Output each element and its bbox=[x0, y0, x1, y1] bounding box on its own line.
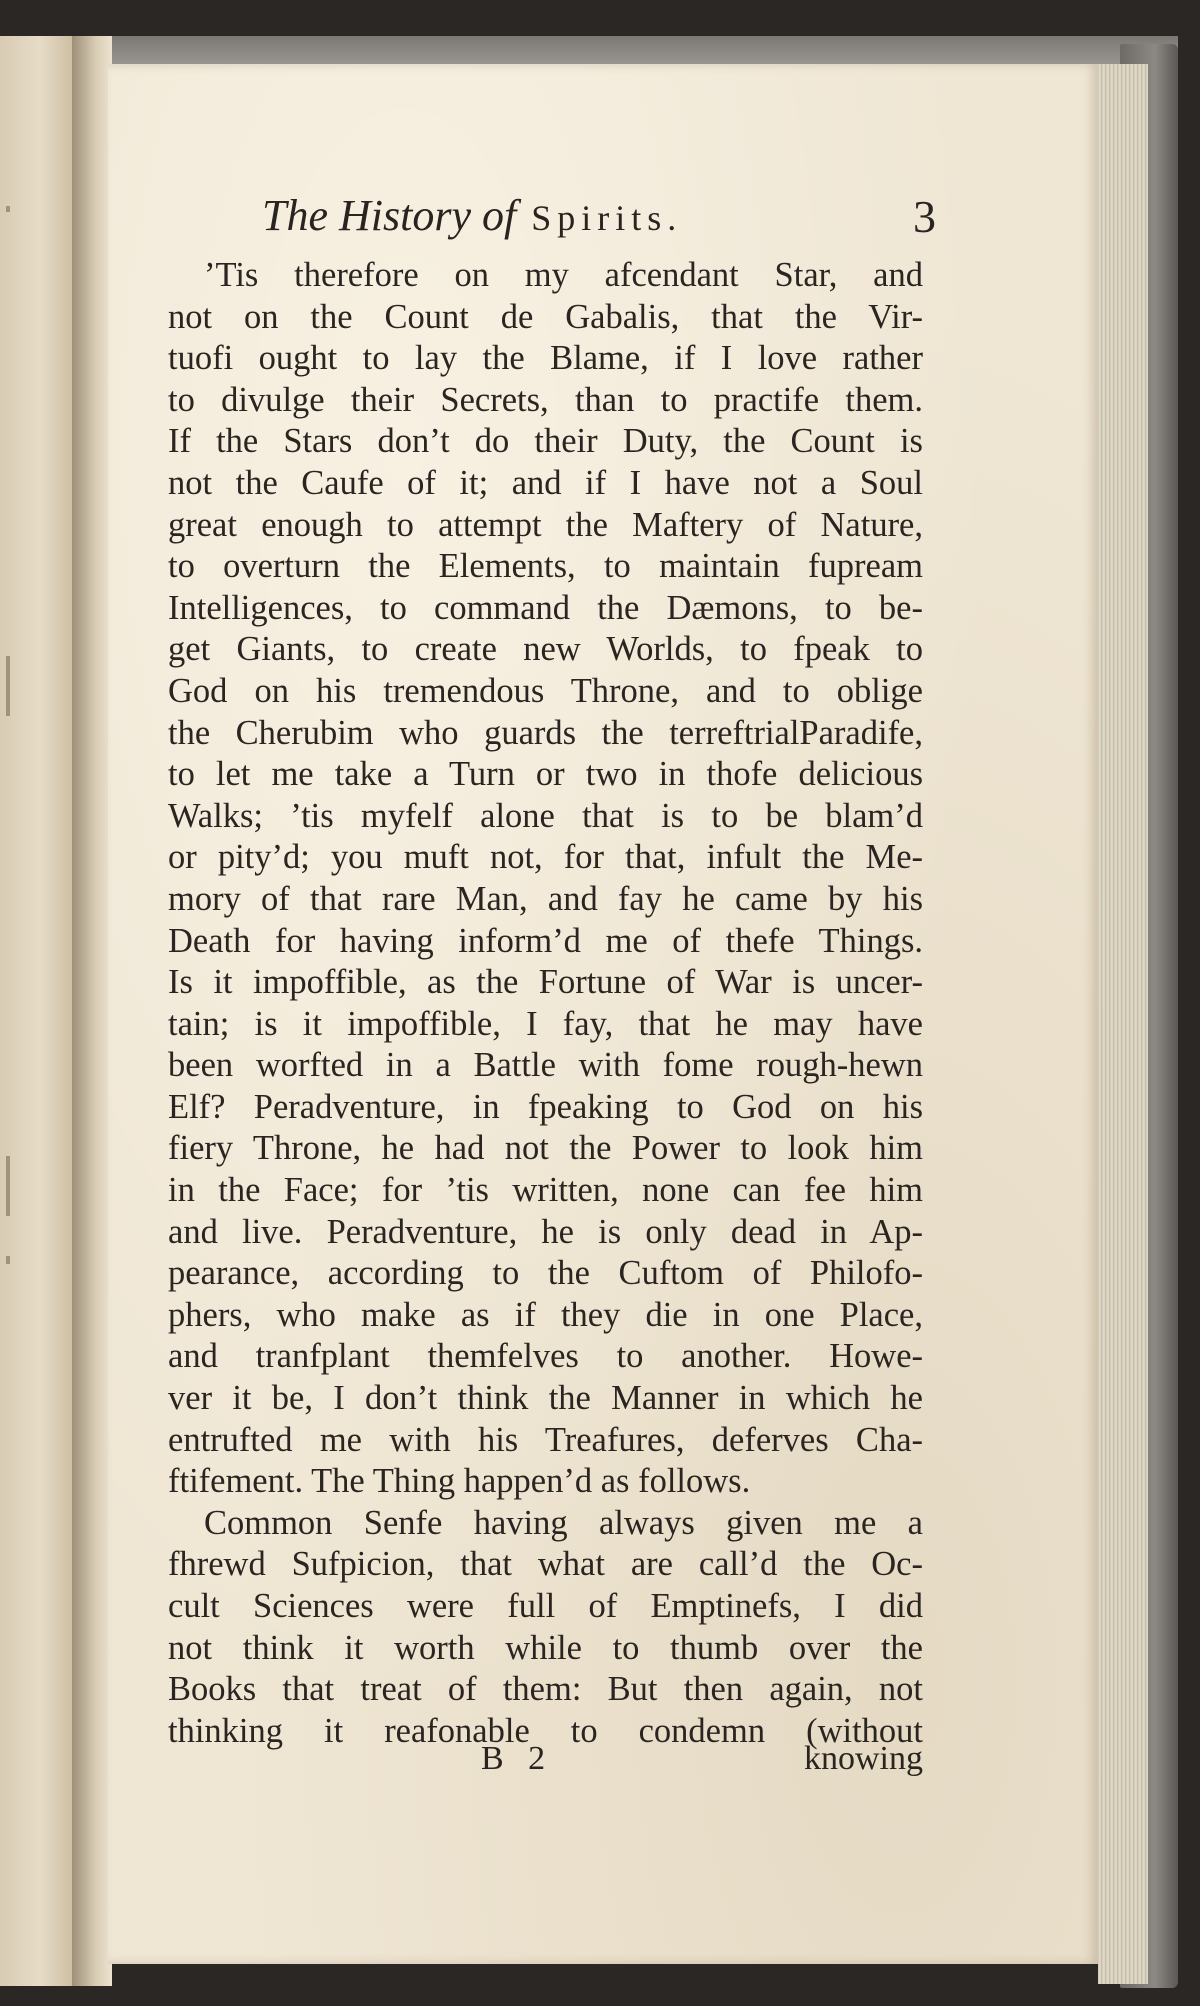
text-line: pearance, according to the Cuftom of Philofo- bbox=[168, 1254, 923, 1293]
running-title: The History of bbox=[262, 191, 517, 240]
text-line: in the Face; for ’tis written, none can fee him bbox=[168, 1171, 923, 1210]
text-line: to overturn the Elements, to maintain fupream bbox=[168, 547, 923, 586]
text-line: ver it be, I don’t think the Manner in which he bbox=[168, 1379, 923, 1418]
text-line: tuofi ought to lay the Blame, if I love rather bbox=[168, 339, 923, 378]
text-line: ’Tis therefore on my afcendant Star, and bbox=[204, 256, 923, 294]
text-line: and live. Peradventure, he is only dead in Ap- bbox=[168, 1212, 923, 1251]
text-line: get Giants, to create new Worlds, to fpeak to bbox=[168, 630, 923, 669]
text-line: Common Senfe having always given me a bbox=[204, 1503, 923, 1542]
text-line: to divulge their Secrets, than to practife them. bbox=[168, 380, 923, 419]
text-line: God on his tremendous Throne, and to oblige bbox=[168, 671, 923, 710]
text-line: and tranfplant themfelves to another. Howe- bbox=[168, 1337, 923, 1376]
text-line: cult Sciences were full of Emptinefs, I did bbox=[168, 1587, 923, 1625]
page-number: 3 bbox=[913, 191, 936, 242]
text-line: the Cherubim who guards the terreftrialParadife, bbox=[168, 713, 923, 752]
facing-page-mark bbox=[6, 206, 10, 212]
text-line: Elf? Peradventure, in fpeaking to God on his bbox=[168, 1087, 923, 1126]
text-line: great enough to attempt the Maftery of Nature, bbox=[168, 505, 923, 544]
text-line: not on the Count de Gabalis, that the Vir- bbox=[168, 297, 923, 336]
text-line: been worfted in a Battle with fome rough-hewn bbox=[168, 1046, 923, 1085]
text-line: thinking it reafonable to condemn (without bbox=[168, 1711, 923, 1750]
text-line: Books that treat of them: But then again, not bbox=[168, 1670, 923, 1709]
text-line: Death for having inform’d me of thefe Things. bbox=[168, 921, 923, 960]
text-line: Is it impoffible, as the Fortune of War is uncer- bbox=[168, 963, 923, 1002]
text-line: to let me take a Turn or two in thofe delicious bbox=[168, 755, 923, 794]
catchword: knowing bbox=[804, 1740, 923, 1777]
facing-page-mark bbox=[6, 1256, 10, 1264]
text-line: or pity’d; you muft not, for that, infult the Me- bbox=[168, 838, 923, 877]
text-line: entrufted me with his Treafures, deferves Cha- bbox=[168, 1420, 923, 1459]
text-line: Intelligences, to command the Dæmons, to be- bbox=[168, 588, 923, 627]
text-line: fiery Throne, he had not the Power to look him bbox=[168, 1129, 923, 1168]
running-header bbox=[262, 190, 936, 250]
page-footer bbox=[168, 1740, 923, 1784]
text-line: mory of that rare Man, and fay he came by his bbox=[168, 879, 923, 918]
facing-page-mark bbox=[6, 1156, 10, 1216]
text-line: ftifement. The Thing happen’d as follows. bbox=[168, 1462, 751, 1501]
text-line: tain; is it impoffible, I fay, that he may have bbox=[168, 1004, 923, 1043]
text-line: not the Caufe of it; and if I have not a Soul bbox=[168, 463, 923, 502]
running-subject: Spirits. bbox=[531, 198, 683, 238]
text-line: phers, who make as if they die in one Place, bbox=[168, 1295, 923, 1334]
facing-page-edge bbox=[0, 36, 72, 1986]
book-cover-top-edge bbox=[60, 36, 1178, 66]
page-fore-edge bbox=[1098, 64, 1148, 1984]
text-line: not think it worth while to thumb over the bbox=[168, 1628, 923, 1667]
book-gutter bbox=[72, 36, 112, 1986]
text-line: Walks; ’tis myfelf alone that is to be blam’d bbox=[168, 796, 923, 835]
facing-page-mark bbox=[6, 656, 10, 716]
text-line: If the Stars don’t do their Duty, the Count is bbox=[168, 422, 923, 461]
signature-mark: B 2 bbox=[481, 1740, 554, 1777]
text-line: fhrewd Sufpicion, that what are call’d the Oc- bbox=[168, 1545, 923, 1584]
body-text bbox=[168, 255, 923, 1752]
